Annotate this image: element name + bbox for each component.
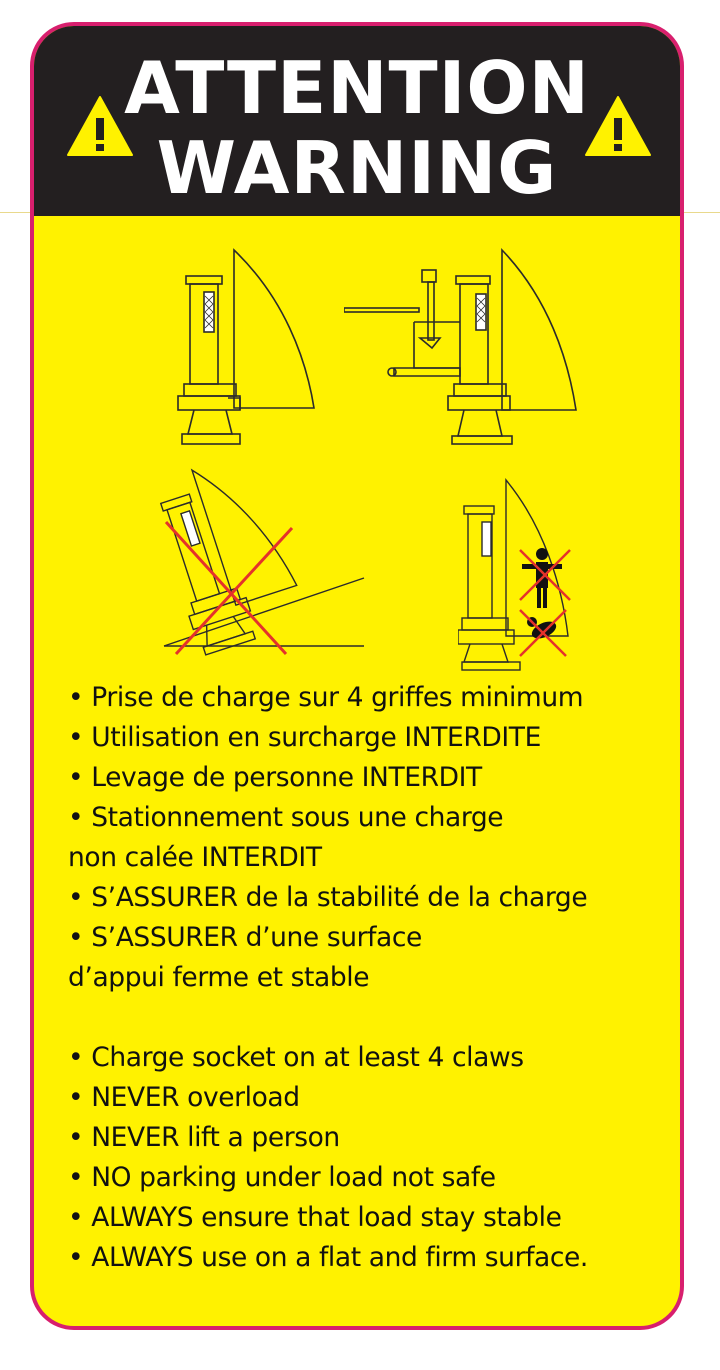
warning-triangle-icon	[584, 94, 652, 158]
instruction-en-line: • NEVER overload	[68, 1082, 300, 1113]
instruction-fr-line: • S’ASSURER de la stabilité de la charge	[68, 882, 588, 913]
title-attention: ATTENTION	[124, 46, 590, 130]
jack-lifting-load-correct	[174, 238, 324, 448]
instruction-en-line: • Charge socket on at least 4 claws	[68, 1042, 524, 1073]
label-header	[34, 26, 680, 216]
instructions-en	[68, 1038, 588, 1278]
guide-line-right	[684, 212, 720, 213]
instruction-fr-line: d’appui ferme et stable	[68, 962, 370, 993]
guide-line-left	[0, 212, 32, 213]
instruction-fr-line: • S’ASSURER d’une surface	[68, 922, 422, 953]
title-warning: WARNING	[156, 126, 558, 210]
instruction-en-line: • ALWAYS ensure that load stay stable	[68, 1202, 562, 1233]
jack-lifting-load-with-claw-correct	[344, 238, 584, 448]
warning-label	[30, 22, 684, 1330]
instruction-en-line: • NEVER lift a person	[68, 1122, 340, 1153]
instructions-fr	[68, 678, 587, 998]
instruction-fr-line: • Stationnement sous une charge	[68, 802, 504, 833]
instruction-fr-line: • Levage de personne INTERDIT	[68, 762, 482, 793]
instruction-fr-line: non calée INTERDIT	[68, 842, 322, 873]
jack-on-slope-prohibited	[154, 458, 374, 678]
instruction-fr-line: • Prise de charge sur 4 griffes minimum	[68, 682, 584, 713]
instruction-fr-line: • Utilisation en surcharge INTERDITE	[68, 722, 541, 753]
instruction-en-line: • NO parking under load not safe	[68, 1162, 496, 1193]
instruction-en-line: • ALWAYS use on a flat and firm surface.	[68, 1242, 588, 1273]
person-under-load-prohibited	[458, 476, 588, 676]
